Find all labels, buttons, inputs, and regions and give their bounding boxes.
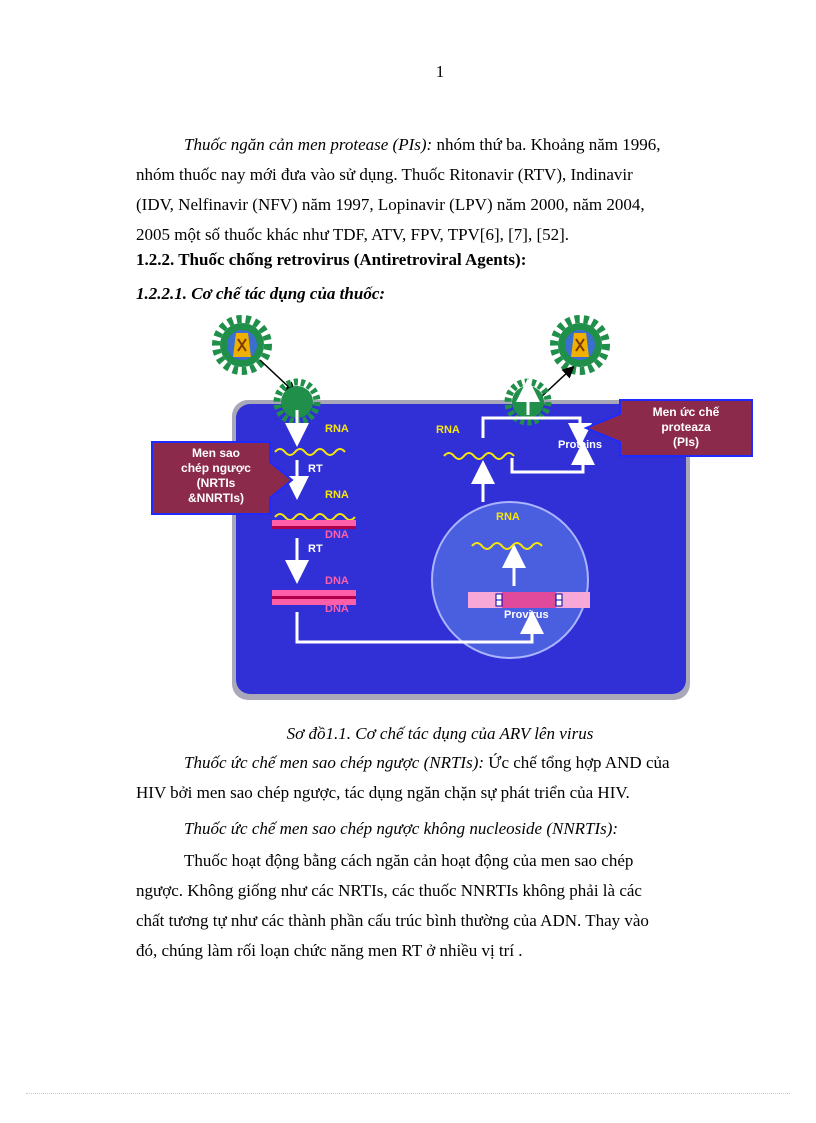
text: Ức chế tổng hợp AND của [484,753,670,772]
line: chất tương tự như các thành phần cấu trúc bình thường của ADN. Thay vào [136,911,649,930]
marker [496,600,502,606]
heading-subsection: 1.2.2.1. Cơ chế tác dụng của thuốc: [136,284,386,303]
nrti-label-callout [152,442,292,514]
virus-icon [554,319,606,371]
heading-section: 1.2.2. Thuốc chống retrovirus (Antiretroviral Agents): [136,250,527,269]
label-rt-2: RT [308,543,323,555]
line: Thuốc hoạt động bằng cách ngăn cản hoạt động của men sao chép [184,851,634,870]
paragraph-nnrtis [136,846,738,966]
figure-caption: Sơ đồ1.1. Cơ chế tác dụng của ARV lên virus [286,724,594,743]
virus-icon [216,319,268,371]
arv-mechanism-diagram [140,310,760,710]
label-line: (PIs) [672,435,700,449]
line: đó, chúng làm rối loạn chức năng men RT ở nhiều vị trí . [136,941,523,960]
label-dna-3: DNA [325,603,349,615]
label-rna-right: RNA [436,424,460,436]
label-line: Men sao [191,446,241,460]
paragraph-nnrtis-title: Thuốc ức chế men sao chép ngược không nucleoside (NNRTIs): [184,819,619,838]
line: 2005 một số thuốc khác như TDF, ATV, FPV, TPV[6], [7], [52]. [136,225,570,244]
label-line: chép ngược [181,461,251,475]
label-rna-1: RNA [325,423,349,435]
label-line: Men ức chế [652,405,720,419]
italic-term: Thuốc ngăn cản men protease (PIs): [184,135,433,154]
label-dna-1: DNA [325,529,349,541]
text: nhóm thứ ba. Khoảng năm 1996, [432,135,661,154]
page-footer-divider [26,1093,790,1094]
label-rna-nucleus: RNA [496,511,520,523]
line [136,130,738,160]
label-proteins: Proteins [558,439,603,451]
label-dna-2: DNA [325,575,349,587]
italic-term: Thuốc ức chế men sao chép ngược (NRTIs): [184,753,485,772]
dna-strand [272,520,356,526]
virus-entry-arrow [260,360,292,390]
line: (IDV, Nelfinavir (NFV) năm 1997, Lopinavir (LPV) năm 2000, năm 2004, [136,195,645,214]
nucleus [432,502,588,658]
line: ngược. Không giống như các NRTIs, các thuốc NNRTIs không phải là các [136,881,642,900]
label-line: (NRTIs [196,476,236,490]
provirus-segment [502,592,556,608]
marker [496,594,502,600]
label-line: proteaza [661,420,711,434]
line: HIV bởi men sao chép ngược, tác dụng ngăn chặn sự phát triển của HIV. [136,783,630,802]
dna-strand-edge [272,596,356,599]
paragraph-nrtis [136,748,738,808]
line: nhóm thuốc nay mới đưa vào sử dụng. Thuốc Ritonavir (RTV), Indinavir [136,165,633,184]
label-line: &NNRTIs) [188,491,244,505]
marker [556,594,562,600]
label-rna-2: RNA [325,489,349,501]
dna-double-strand [272,590,356,596]
paragraph-protease [136,130,738,250]
page-number: 1 [435,62,445,81]
line [136,748,738,778]
marker [556,600,562,606]
label-provirus: Provirus [504,609,549,621]
label-rt-1: RT [308,463,323,475]
